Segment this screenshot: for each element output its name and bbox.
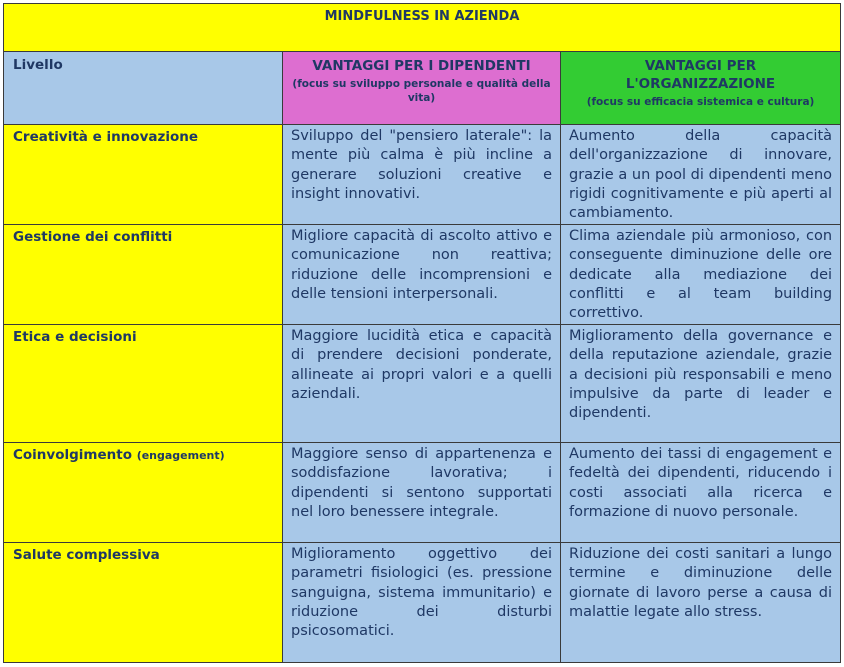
organization-cell: [561, 543, 841, 663]
level-label: [4, 443, 282, 463]
table-row: [4, 443, 841, 543]
level-label: [4, 125, 282, 145]
header-employees-cell: [283, 52, 561, 125]
organization-cell: [561, 125, 841, 225]
employees-text: Maggiore senso di appartenenza e soddisfazione lavorativa; i dipendenti si sentono supportati nel loro benessere integrale.: [291, 446, 552, 520]
table-row: [4, 125, 841, 225]
level-cell: [4, 225, 283, 325]
level-cell: [4, 443, 283, 543]
organization-cell: [561, 225, 841, 325]
level-text: Gestione dei conflitti: [13, 229, 173, 245]
employees-text: Migliore capacità di ascolto attivo e comunicazione non reattiva; riduzione delle incomprensioni e delle tensioni interpersonali.: [291, 228, 552, 302]
employees-text: Sviluppo del "pensiero laterale": la mente più calma è più incline a generare soluzioni creative e insight innovativi.: [291, 128, 552, 202]
organization-cell: [561, 325, 841, 443]
level-label: [4, 225, 282, 245]
level-label: [4, 325, 282, 345]
header-level-label: Livello: [13, 57, 63, 73]
level-cell: [4, 543, 283, 663]
employees-cell: [283, 443, 561, 543]
header-level-cell: [4, 52, 283, 125]
header-organization-subtitle: (focus su efficacia sistemica e cultura): [586, 96, 815, 108]
employees-text: Miglioramento oggettivo dei parametri fisiologici (es. pressione sanguigna, sistema immunitario) e riduzione dei disturbi psicosomatici.: [291, 546, 552, 640]
organization-text: Clima aziendale più armonioso, con conseguente diminuzione delle ore dedicate alla mediazione dei conflitti e al team building correttivo.: [569, 228, 833, 322]
employees-cell: [283, 543, 561, 663]
level-text: Coinvolgimento: [13, 447, 132, 463]
header-employees-title: VANTAGGI PER I DIPENDENTI: [312, 58, 531, 74]
header-organization-cell: [561, 52, 841, 125]
organization-text: Aumento dei tassi di engagement e fedeltà dei dipendenti, riducendo i costi associati alla ricerca e formazione di nuovo personale.: [569, 446, 833, 520]
level-cell: [4, 325, 283, 443]
organization-text: Miglioramento della governance e della reputazione aziendale, grazie a decisioni più responsabili e meno impulsive da parte di leader e dipendenti.: [569, 328, 833, 422]
table-row: [4, 225, 841, 325]
employees-cell: [283, 225, 561, 325]
header-employees-subtitle: (focus su sviluppo personale e qualità della vita): [292, 78, 551, 104]
table-title: MINDFULNESS IN AZIENDA: [4, 4, 841, 52]
organization-cell: [561, 443, 841, 543]
table-row: [4, 325, 841, 443]
header-organization-title: VANTAGGI PER L'ORGANIZZAZIONE: [625, 58, 776, 92]
table-row: [4, 543, 841, 663]
organization-text: Aumento della capacità dell'organizzazione di innovare, grazie a un pool di dipendenti meno rigidi cognitivamente e più aperti al cambiamento.: [569, 128, 833, 222]
employees-cell: [283, 125, 561, 225]
organization-text: Riduzione dei costi sanitari a lungo termine e diminuzione delle giornate di lavoro perse a causa di malattie legate allo stress.: [569, 546, 833, 620]
mindfulness-table: [3, 3, 841, 663]
level-text: Etica e decisioni: [13, 329, 137, 345]
level-subtext: (engagement): [136, 449, 225, 462]
level-text: Creatività e innovazione: [13, 129, 199, 145]
level-text: Salute complessiva: [13, 547, 160, 563]
level-label: [4, 543, 282, 563]
employees-cell: [283, 325, 561, 443]
employees-text: Maggiore lucidità etica e capacità di prendere decisioni ponderate, allineate ai propri valori e a quelli aziendali.: [291, 328, 552, 402]
level-cell: [4, 125, 283, 225]
